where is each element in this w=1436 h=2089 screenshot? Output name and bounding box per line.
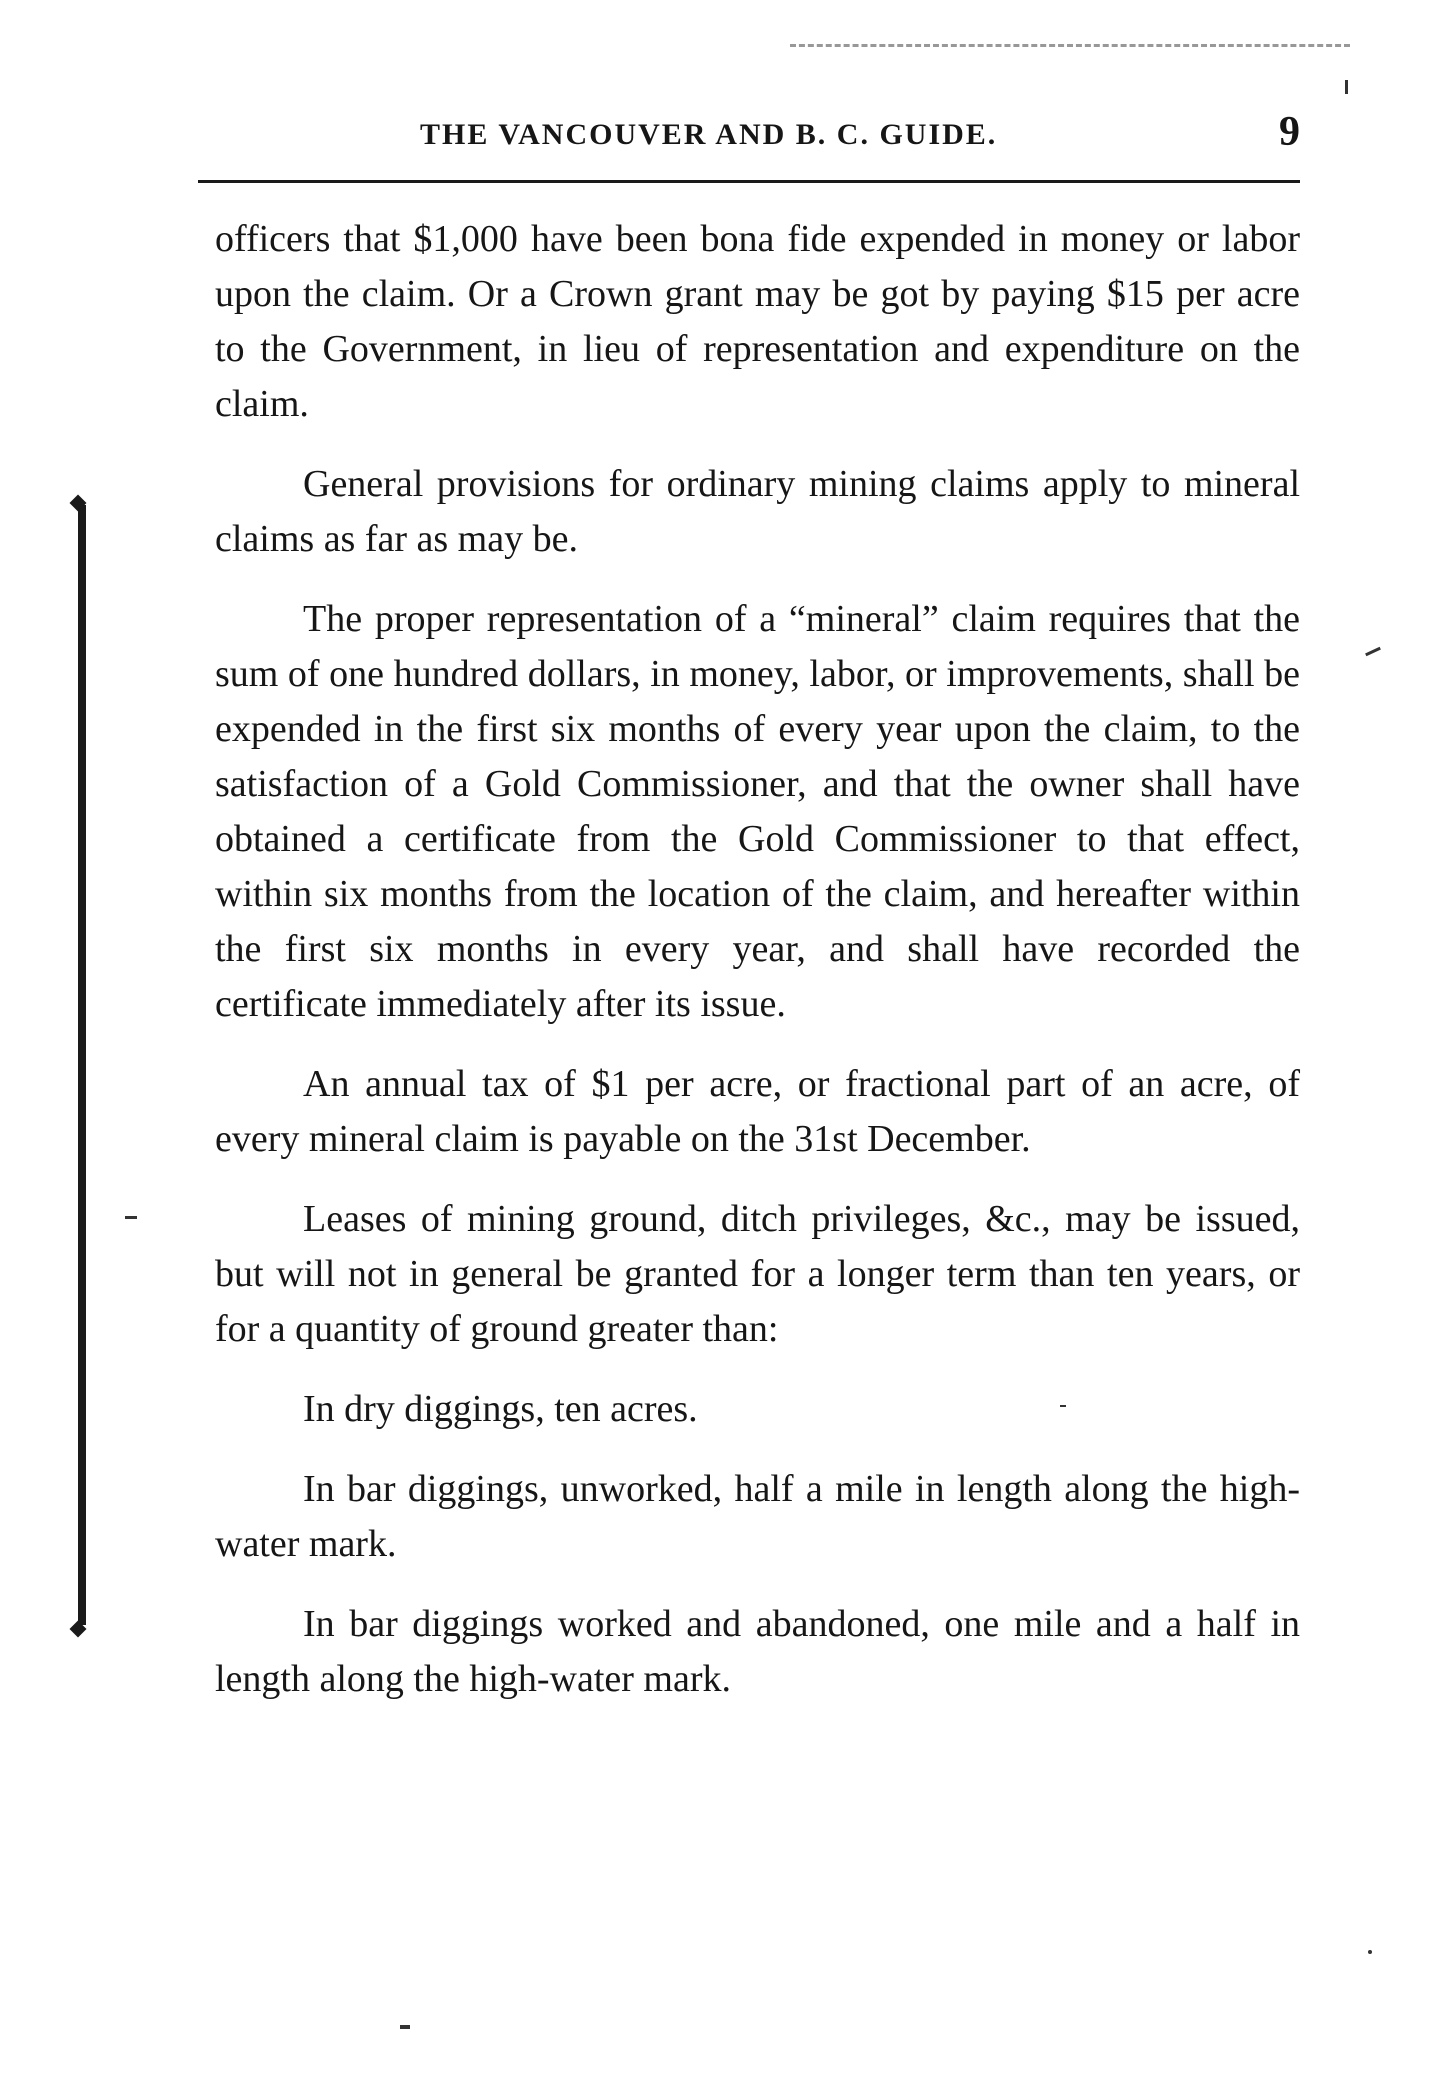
running-head-title: THE VANCOUVER AND B. C. GUIDE.	[420, 118, 998, 151]
page-number: 9	[1279, 109, 1300, 155]
margin-marker-bar	[78, 505, 86, 1625]
scan-speck	[1368, 1950, 1372, 1954]
paragraph-bar-diggings-unworked: In bar diggings, unworked, half a mile in length along the high-water mark.	[215, 1468, 1300, 1565]
paragraph-leases: Leases of mining ground, ditch privileges, &c., may be issued, but will not in general be granted for a longer term than ten years, or for a quantity of ground greater than:	[215, 1198, 1300, 1350]
running-head	[215, 108, 1300, 168]
paragraph-annual-tax: An annual tax of $1 per acre, or fractional part of an acre, of every mineral claim is payable on the 31st December.	[215, 1063, 1300, 1160]
scan-speck	[125, 1216, 137, 1219]
scan-edge-dashes	[790, 44, 1350, 47]
scan-speck	[1365, 647, 1381, 656]
paragraph-mineral-claim-representation: The proper representation of a “mineral” claim requires that the sum of one hundred dollars, in money, labor, or improvements, shall be expended in the first six months of every year upon the claim, to the satisfaction of a Gold Commissioner, and that the owner shall have obtained a certificate from the Gold Commissioner to that effect, within six months from the location of the claim, and hereafter within the first six months in every year, and shall have recorded the certificate immediately after its issue.	[215, 598, 1300, 1025]
scan-speck	[1345, 80, 1348, 94]
paragraph-dry-diggings: In dry diggings, ten acres.	[303, 1388, 698, 1430]
paragraph-crown-grant: officers that $1,000 have been bona fide expended in money or labor upon the claim. Or a Crown grant may be got by paying $15 per acre to the Government, in lieu of representation and expenditure on the claim.	[215, 218, 1300, 425]
paragraph-bar-diggings-abandoned: In bar diggings worked and abandoned, one mile and a half in length along the high-water mark.	[215, 1603, 1300, 1700]
scan-speck	[400, 2025, 410, 2029]
paragraph-general-provisions: General provisions for ordinary mining claims apply to mineral claims as far as may be.	[215, 463, 1300, 560]
scan-speck	[1060, 1405, 1066, 1407]
header-rule	[198, 180, 1300, 183]
body-text	[215, 212, 1300, 1707]
